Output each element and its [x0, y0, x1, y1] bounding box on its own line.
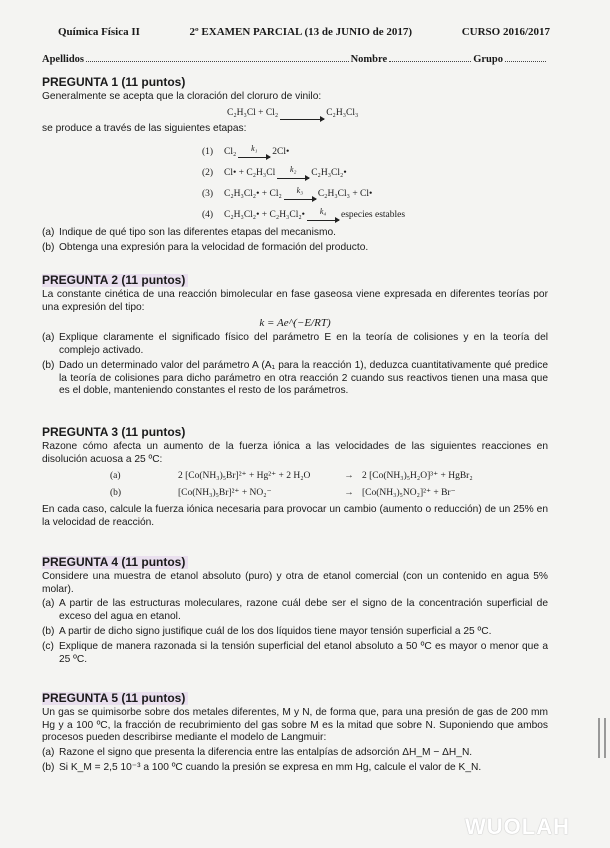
question-3	[42, 426, 548, 530]
reaction-row: (b) [Co(NH₃)₅Br]²⁺ + NO₂⁻ → [Co(NH₃)₅NO₂]²⁺ + Br⁻	[110, 488, 456, 499]
surname-label: Apellidos	[42, 54, 85, 65]
question-5-intro: Un gas se quimisorbe sobre dos metales diferentes, M y N, de forma que, para una presión de gas de 200 mm Hg y a 100 ºC, la fracción de recubrimiento del gas sobre M es la mitad que sobre N. Suponiendo que ambos procesos pueden describirse mediante el modelo de Langmuir:	[42, 706, 548, 744]
name-label: Nombre	[350, 54, 388, 65]
steps-intro: se produce a través de las siguientes etapas:	[42, 122, 247, 134]
rate-constant-equation: k = Ae^(−E/RT)	[259, 317, 331, 330]
overall-reaction	[227, 104, 548, 120]
question-1	[42, 76, 548, 257]
question-2-title: PREGUNTA 2 (11 puntos)	[42, 274, 188, 287]
mechanism-step: (1) Cl₂ k₁ 2Cl•	[202, 144, 290, 157]
course-year: CURSO 2016/2017	[461, 26, 550, 38]
course-name: Química Física II	[58, 26, 140, 38]
question-item: (b) Si K_M = 2,5 10⁻³ a 100 ºC cuando la presión se expresa en mm Hg, calcule el valor de K_N.	[42, 761, 482, 773]
question-item: (b) Obtenga una expresión para la velocidad de formación del producto.	[42, 242, 369, 254]
surname-line	[86, 54, 349, 62]
group-label: Grupo	[473, 54, 503, 65]
question-1-title: PREGUNTA 1 (11 puntos)	[42, 75, 186, 89]
name-line	[389, 54, 471, 62]
question-2	[42, 274, 548, 400]
question-item: (a) A partir de las estructuras moleculares, razone cuál debe ser el signo de la concentración superficial de exceso del agua en etanol.	[42, 598, 548, 623]
watermark-logo: WUOLAH	[465, 814, 570, 839]
question-5	[42, 692, 548, 777]
exam-title: 2º EXAMEN PARCIAL (13 de JUNIO de 2017)	[189, 26, 413, 38]
question-4-intro: Considere una muestra de etanol absoluto (puro) y otra de etanol comercial (con un contenido en agua 5% molar).	[42, 570, 548, 595]
question-2-intro: La constante cinética de una reacción bimolecular en fase gaseosa viene expresada en diferentes teorías por una expresión del tipo:	[42, 288, 548, 313]
rate-arrow: k₂	[277, 173, 309, 179]
question-item: (b) A partir de dicho signo justifique cuál de los dos líquidos tiene mayor tensión superficial a 25 ºC.	[42, 625, 492, 637]
question-3-title: PREGUNTA 3 (11 puntos)	[42, 425, 186, 439]
overall-lhs: C₂H₃Cl + Cl₂	[227, 107, 279, 118]
question-item: (b) Dado un determinado valor del parámetro A (A₁ para la reacción 1), deduzca cuantitativamente qué predice la teoría de colisiones para dicho parámetro en otra reacción 2 cuando sus reactivos tienen una masa que es el doble, manteniendo constantes el resto de los parámetros.	[42, 359, 548, 397]
mechanism-step: (4) C₂H₃Cl₂• + C₂H₃Cl₂• k₄ especies estables	[202, 207, 406, 220]
question-4-title: PREGUNTA 4 (11 puntos)	[42, 556, 188, 569]
question-item: (a) Indique de qué tipo son las diferentes etapas del mecanismo.	[42, 227, 336, 239]
exam-header	[58, 26, 550, 38]
question-1-intro: Generalmente se acepta que la cloración del cloruro de vinilo:	[42, 90, 322, 102]
question-3-intro: Razone cómo afecta un aumento de la fuerza iónica a las velocidades de las siguientes reacciones en disolución acuosa a 25 ºC:	[42, 440, 548, 465]
rate-arrow: k₃	[284, 194, 316, 200]
reaction-row: (a) 2 [Co(NH₃)₅Br]²⁺ + Hg²⁺ + 2 H₂O → 2 [Co(NH₃)₅H₂O]³⁺ + HgBr₂	[110, 471, 473, 482]
rate-arrow: k₄	[307, 215, 339, 221]
question-4	[42, 556, 548, 668]
reaction-arrow	[280, 114, 324, 120]
mechanism-step: (2) Cl• + C₂H₃Cl k₂ C₂H₃Cl₂•	[202, 165, 347, 178]
question-item: (a) Razone el signo que presenta la diferencia entre las entalpías de adsorción ΔH_M − ΔH_N.	[42, 747, 473, 759]
question-item: (c) Explique de manera razonada si la tensión superficial del etanol absoluto a 50 ºC es mayor o menor que a 25 ºC.	[42, 640, 548, 665]
question-5-title: PREGUNTA 5 (11 puntos)	[42, 692, 188, 705]
page-edge-mark	[598, 718, 606, 758]
mechanism-step: (3) C₂H₃Cl₂• + Cl₂ k₃ C₂H₃Cl₃ + Cl•	[202, 186, 373, 199]
question-3-outro: En cada caso, calcule la fuerza iónica necesaria para provocar un cambio (aumento o reducción) de un 25% en la velocidad de reacción.	[42, 503, 548, 528]
question-item: (a) Explique claramente el significado físico del parámetro E en la teoría de colisiones y en la teoría del complejo activado.	[42, 332, 548, 356]
mechanism-steps	[202, 137, 548, 221]
rate-arrow: k₁	[238, 152, 270, 158]
student-fields	[42, 54, 548, 65]
overall-rhs: C₂H₃Cl₃	[326, 107, 359, 118]
group-line	[505, 54, 546, 62]
